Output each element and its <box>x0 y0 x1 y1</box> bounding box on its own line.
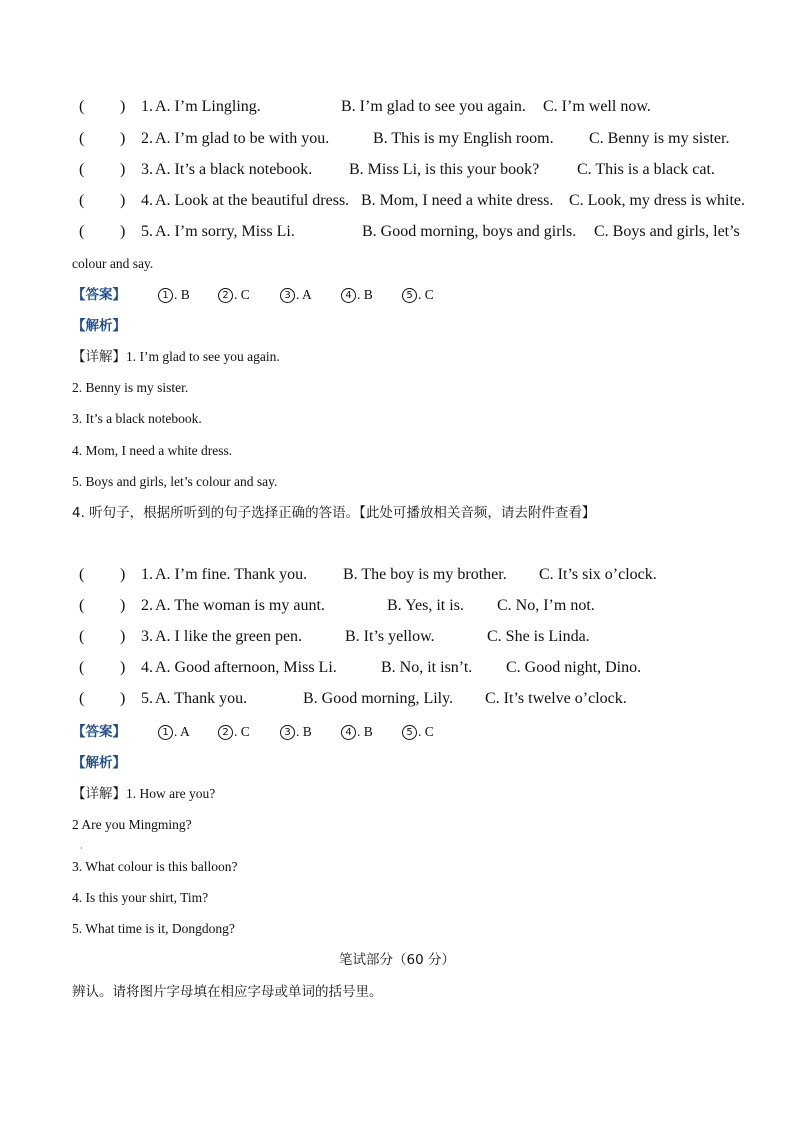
answer-paren-close: ) <box>120 597 126 614</box>
option-b: B. Good morning, Lily. <box>303 690 454 707</box>
question-number: 3. <box>141 628 153 645</box>
answer-paren-open[interactable]: ( <box>79 192 85 209</box>
option-c: C. Look, my dress is white. <box>569 192 745 209</box>
option-c: C. No, I’m not. <box>497 597 595 614</box>
question-number: 2. <box>141 597 153 614</box>
question-number: 1. <box>141 566 153 583</box>
answer-paren-open[interactable]: ( <box>79 659 85 676</box>
answer-paren-close: ) <box>120 223 126 240</box>
option-b: B. I’m glad to see you again. <box>341 98 526 115</box>
s2-detail-1 <box>72 784 215 804</box>
detail-text: 1. I’m glad to see you again. <box>126 349 280 364</box>
s2-q2 <box>0 597 794 617</box>
option-a: A. Look at the beautiful dress. <box>155 192 350 209</box>
s1-q5 <box>0 223 794 243</box>
s2-q1 <box>0 566 794 586</box>
option-c: C. Boys and girls, let’s <box>594 223 740 240</box>
s1-q4 <box>0 192 794 212</box>
option-b: B. Yes, it is. <box>387 597 464 614</box>
s2-detail-4: 4. Is this your shirt, Tim? <box>72 890 209 905</box>
answer-paren-open[interactable]: ( <box>79 130 85 147</box>
answer-paren-close: ) <box>120 690 126 707</box>
option-b: B. Good morning, boys and girls. <box>362 223 577 240</box>
written-instruction: 辨认。请将图片字母填在相应字母或单词的括号里。 <box>72 984 383 1000</box>
s1-q1 <box>0 98 794 118</box>
option-c: C. It’s twelve o’clock. <box>485 690 627 707</box>
question-number: 4. <box>141 192 153 209</box>
question-number: 5. <box>141 690 153 707</box>
s2-detail-2: 2 Are you Mingming? <box>72 817 192 832</box>
written-section-title: 笔试部分（60 分） <box>339 952 455 968</box>
answer-paren-close: ) <box>120 566 126 583</box>
s2-q3 <box>0 628 794 648</box>
answer-paren-open[interactable]: ( <box>79 161 85 178</box>
option-c-wrap: colour and say. <box>72 256 154 271</box>
answer-paren-open[interactable]: ( <box>79 690 85 707</box>
option-b: B. Mom, I need a white dress. <box>361 192 554 209</box>
answer-paren-close: ) <box>120 130 126 147</box>
s1-detail-1 <box>72 347 280 367</box>
answer-item: 2 . C <box>218 722 250 742</box>
question-number: 5. <box>141 223 153 240</box>
s1-detail-2: 2. Benny is my sister. <box>72 380 189 395</box>
s1-q2 <box>0 130 794 150</box>
stray-mark: · <box>80 844 83 853</box>
s2-q5 <box>0 690 794 710</box>
answer-paren-open[interactable]: ( <box>79 223 85 240</box>
option-a: A. Good afternoon, Miss Li. <box>155 659 337 676</box>
answer-paren-close: ) <box>120 98 126 115</box>
question-number: 2. <box>141 130 153 147</box>
s1-detail-3: 3. It’s a black notebook. <box>72 411 202 426</box>
answer-item: 5 . C <box>402 285 434 305</box>
answer-item: 4 . B <box>341 285 373 305</box>
option-c: C. Benny is my sister. <box>589 130 730 147</box>
answer-paren-close: ) <box>120 161 126 178</box>
option-a: A. I’m glad to be with you. <box>155 130 330 147</box>
answer-item: 4 . B <box>341 722 373 742</box>
analysis-tag: 【解析】 <box>72 755 126 771</box>
answer-item: 1 . B <box>158 285 190 305</box>
option-a: A. I like the green pen. <box>155 628 303 645</box>
answer-item: 3 . A <box>280 285 312 305</box>
option-c: C. It’s six o’clock. <box>539 566 657 583</box>
answer-paren-open[interactable]: ( <box>79 98 85 115</box>
answer-paren-open[interactable]: ( <box>79 628 85 645</box>
option-a: A. The woman is my aunt. <box>155 597 325 614</box>
question-number: 4. <box>141 659 153 676</box>
option-c: C. She is Linda. <box>487 628 590 645</box>
option-b: B. This is my English room. <box>373 130 554 147</box>
answer-paren-open[interactable]: ( <box>79 566 85 583</box>
s2-detail-3: 3. What colour is this balloon? <box>72 859 238 874</box>
option-b: B. Miss Li, is this your book? <box>349 161 540 178</box>
answer-item: 3 . B <box>280 722 312 742</box>
answer-paren-close: ) <box>120 628 126 645</box>
option-a: A. Thank you. <box>155 690 248 707</box>
option-b: B. The boy is my brother. <box>343 566 507 583</box>
answer-tag: 【答案】 <box>72 724 126 740</box>
detail-tag: 【详解】 <box>72 349 126 365</box>
option-a: A. I’m sorry, Miss Li. <box>155 223 295 240</box>
analysis-tag: 【解析】 <box>72 318 126 334</box>
answer-item: 1 . A <box>158 722 190 742</box>
answer-paren-close: ) <box>120 192 126 209</box>
option-c: C. Good night, Dino. <box>506 659 642 676</box>
detail-text: 1. How are you? <box>126 786 216 801</box>
detail-tag: 【详解】 <box>72 786 126 802</box>
answer-tag: 【答案】 <box>72 287 126 303</box>
option-c: C. This is a black cat. <box>577 161 715 178</box>
s2-answer-row <box>72 722 434 742</box>
option-c: C. I’m well now. <box>543 98 651 115</box>
answer-paren-open[interactable]: ( <box>79 597 85 614</box>
s2-detail-5: 5. What time is it, Dongdong? <box>72 921 235 936</box>
question-number: 1. <box>141 98 153 115</box>
answer-item: 5 . C <box>402 722 434 742</box>
answer-item: 2 . C <box>218 285 250 305</box>
s1-answer-row <box>72 285 434 305</box>
question-number: 3. <box>141 161 153 178</box>
s2-q4 <box>0 659 794 679</box>
s1-detail-5: 5. Boys and girls, let’s colour and say. <box>72 474 278 489</box>
s1-q3 <box>0 161 794 181</box>
option-a: A. I’m fine. Thank you. <box>155 566 308 583</box>
option-b: B. No, it isn’t. <box>381 659 473 676</box>
answer-paren-close: ) <box>120 659 126 676</box>
s1-detail-4: 4. Mom, I need a white dress. <box>72 443 233 458</box>
option-a: A. I’m Lingling. <box>155 98 261 115</box>
section2-heading: 4. 听句子，根据所听到的句子选择正确的答语。【此处可播放相关音频，请去附件查看】 <box>72 505 596 521</box>
option-b: B. It’s yellow. <box>345 628 435 645</box>
option-a: A. It’s a black notebook. <box>155 161 313 178</box>
